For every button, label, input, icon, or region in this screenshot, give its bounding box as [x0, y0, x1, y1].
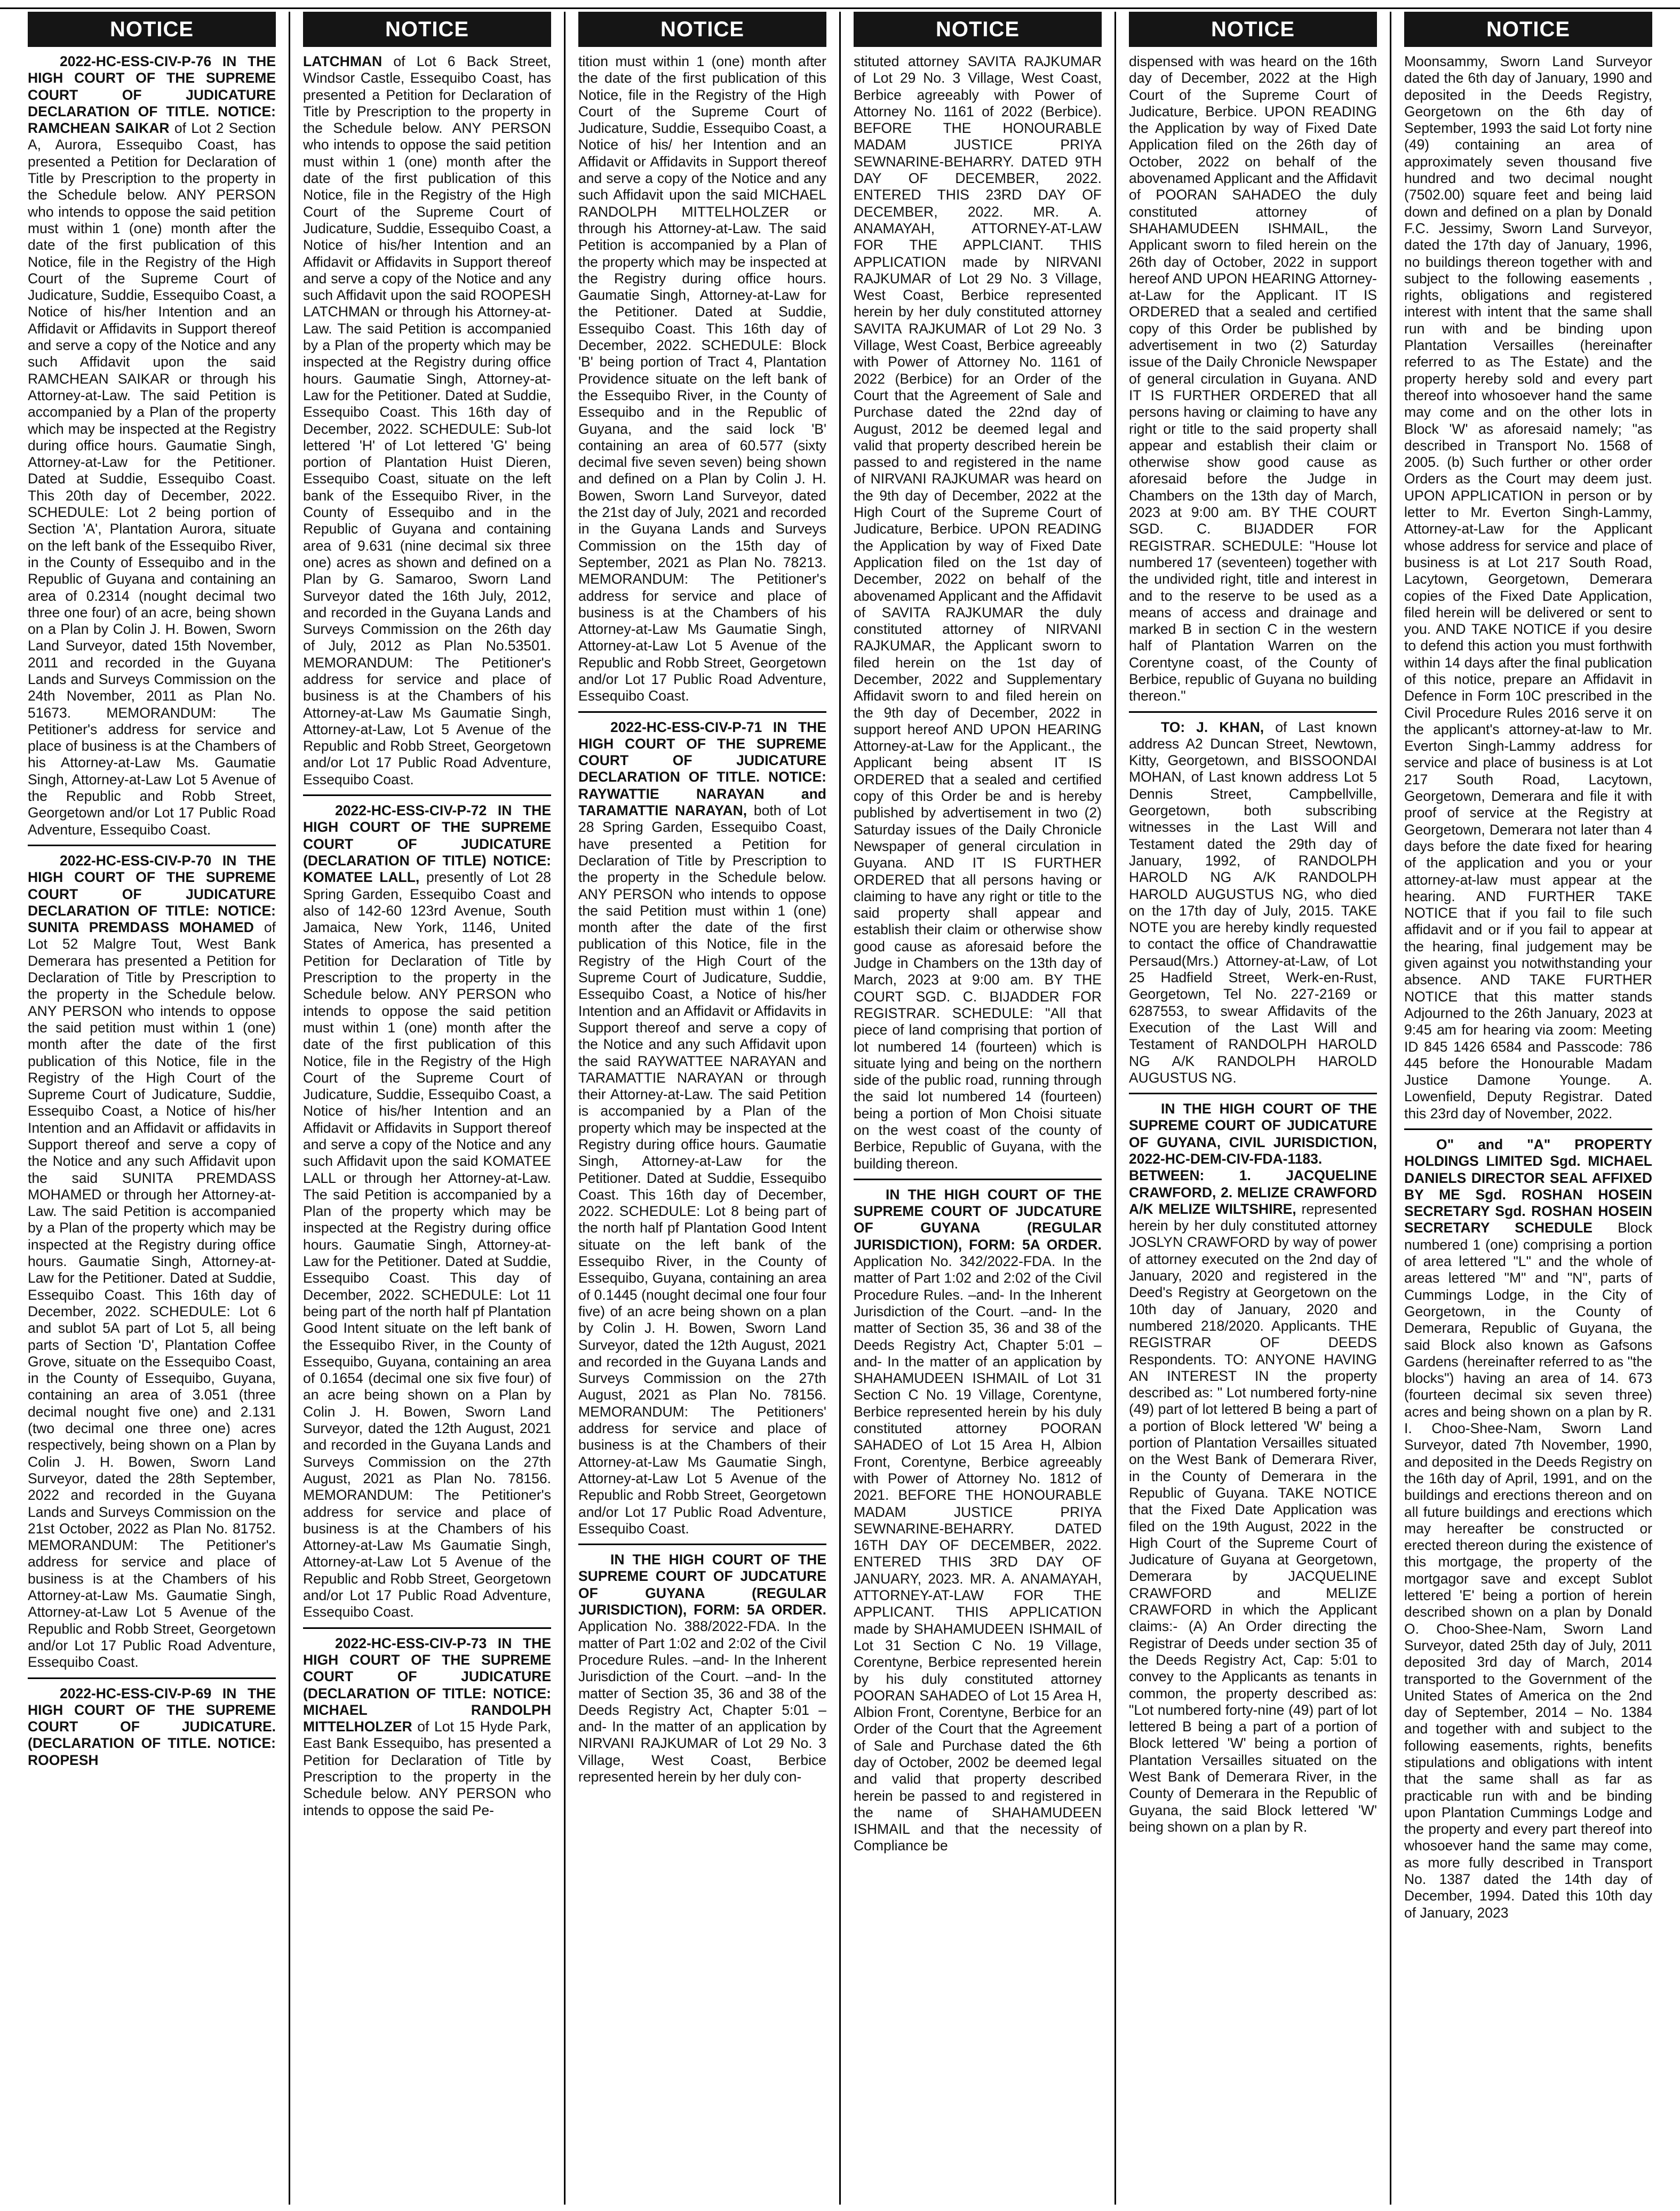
notice-body: presently of Lot 28 Spring Garden, Essequibo Coast and also of 142-60 123rd Avenue, South Jamaica, New York, 1146, United States of America, has presented a Petition for Declaration of Title by Prescription to the property in the Schedule below. ANY PERSON who intends to oppose the said petition must within 1 (one) month after the date of the first publication of this Notice, file in the Registry of the High Court of the Supreme Court of Judicature, Suddie, Essequibo Coast, a Notice of his/her Intention and an Affidavit or Affidavits in Support thereof and serve a copy of the Notice and any such Affidavit upon the said KOMATEE LALL or through her Attorney-at-Law. The said Petition is accompanied by a Plan of the property which may be inspected at the Registry during office hours. Gaumatie Singh, Attorney-at-Law for the Petitioner. Dated at Suddie, Essequibo Coast. This day of December, 2022. SCHEDULE: Lot 11 being part of the north half pf Plantation Good Intent situate on the left bank of the Essequibo River, in the County of Essequibo, Guyana, containing an area of 0.1654 (decimal one six five four) of an acre being shown on a Plan by Colin J. H. Bowen, Sworn Land Surveyor, dated the 12th August, 2021 and recorded in the Guyana Lands and Surveys Commission on the 27th August, 2021 as Plan No. 78156. MEMORANDUM: The Petitioner's address for service and place of business is at the Chambers of his Attorney-at-Law Ms Gaumatie Singh, Attorney-at-Law Lot 5 Avenue of the Republic and Robb Street, Georgetown and/or Lot 17 Public Road Adventure, Essequibo Coast.: [303, 869, 552, 1620]
notice-body: both of Lot 28 Spring Garden, Essequibo Coast, have presented a Petition for Declaration of Title by Prescription to the property in the Schedule below. ANY PERSON who intends to oppose the said Petition must within 1 (one) month after the date of the first publication of this Notice, file in the Registry of the High Court of the Supreme Court of Judicature, Suddie, Essequibo Coast, a Notice of his/her Intention and an Affidavit or Affidavits in Support thereof and serve a copy of the Notice and any such Affidavit upon the said RAYWATTEE NARAYAN and TARAMATTIE NARAYAN or through their Attorney-at-Law. The said Petition is accompanied by a Plan of the property which may be inspected at the Registry during office hours. Gaumatie Singh, Attorney-at-Law for the Petitioner. Dated at Suddie, Essequibo Coast. This 16th day of December, 2022. SCHEDULE: Lot 8 being part of the north half pf Plantation Good Intent situate on the left bank of the Essequibo River, in the County of Essequibo, Guyana, containing an area of 0.1445 (nought decimal one four four five) of an acre being shown on a plan by Colin J. H. Bowen, Sworn Land Surveyor, dated the 12th August, 2021 and recorded in the Guyana Lands and Surveys Commission on the 27th August, 2021 as Plan No. 78156. MEMORANDUM: The Petitioners' address for service and place of business is at the Chambers of their Attorney-at-Law Ms Gaumatie Singh, Attorney-at-Law Lot 5 Avenue of the Republic and Robb Street, Georgetown and/or Lot 17 Public Road Adventure, Essequibo Coast.: [578, 802, 826, 1537]
notice-item: [854, 53, 1102, 1172]
notice-item: [303, 1635, 551, 1819]
notice-item: [578, 1552, 826, 1785]
column-header: NOTICE: [1404, 12, 1652, 47]
notice-body: of Lot 2 Section A, Aurora, Essequibo Coast, has presented a Petition for Declaration of Title by Prescription to the property in the Schedule below. ANY PERSON who intends to oppose the said petition must within 1 (one) month after the date of the first publication of this Notice, file in the Registry of the High Court of the Supreme Court of Judicature, Suddie, Essequibo Coast, a Notice of his/her Intention and an Affidavit or Affidavits in Support thereof and serve a copy of the Notice and any such Affidavit upon the said RAMCHEAN SAIKAR or through his Attorney-at-Law. The said Petition is accompanied by a Plan of the property which may be inspected at the Registry during office hours. Gaumatie Singh, Attorney-at-Law for the Petitioner. Dated at Suddie, Essequibo Coast. This 20th day of December, 2022. SCHEDULE: Lot 2 being portion of Section 'A', Plantation Aurora, situate on the left bank of the Essequibo River, in the County of Essequibo and in the Republic of Guyana and containing an area of 0.2314 (nought decimal two three one four) of an acre, being shown on a Plan by Colin J. H. Bowen, Sworn Land Surveyor, dated 15th November, 2011 and recorded in the Guyana Lands and Surveys Commission on the 24th November, 2011 as Plan No. 51673. MEMORANDUM: The Petitioner's address for service and place of business is at the Chambers of his Attorney-at-Law Ms. Gaumatie Singh, Attorney-at-Law Lot 5 Avenue of the Republic and Robb Street, Georgetown and/or Lot 17 Public Road Adventure, Essequibo Coast.: [28, 120, 276, 838]
notice-heading: 2022-HC-ESS-CIV-P-73 IN THE HIGH COURT OF THE SUPREME COURT OF JUDICATURE (DECLARATION OF TITLE: NOTICE: MICHAEL RANDOLPH MITTELHOLZER: [303, 1635, 551, 1735]
notice-item: [28, 1685, 276, 1769]
column-header: NOTICE: [1129, 12, 1377, 47]
notice-divider: [303, 1627, 551, 1629]
column-header: NOTICE: [28, 12, 276, 47]
notice-item: [578, 719, 826, 1538]
page-top-rule: [0, 0, 1680, 9]
notice-divider: [28, 845, 276, 846]
notice-divider: [1404, 1128, 1652, 1130]
notice-divider: [854, 1179, 1102, 1180]
notice-heading: LATCHMAN: [303, 53, 383, 69]
notice-heading: IN THE HIGH COURT OF THE SUPREME COURT OF JUDCATURE OF GUYANA (REGULAR JURISDICTION), FORM: 5A ORDER.: [578, 1552, 826, 1618]
notice-item: [1404, 1136, 1652, 1921]
notice-body: Application No. 342/2022-FDA. In the matter of Part 1:02 and 2:02 of the Civil Procedure Rules. –and- In the Inherent Jurisdiction of the Court. –and- In the matter of Section 35, 36 and 38 of the Deeds Registry Act, Chapter 5:01 –and- In the matter of an application by SHAHAMUDEEN ISHMAIL of Lot 31 Section C No. 19 Village, Corentyne, Berbice represented herein by his duly constituted attorney POORAN SAHADEO of Lot 15 Area H, Albion Front, Corentyne, Berbice agreeably with Power of Attorney No. 1812 of 2021. BEFORE THE HONOURABLE MADAM JUSTICE PRIYA SEWNARINE-BEHARRY. DATED 16TH DAY OF DECEMBER, 2022. ENTERED THIS 3RD DAY OF JANUARY, 2023. MR. A. ANAMAYAH, ATTORNEY-AT-LAW FOR THE APPLICANT. THIS APPLICATION made by SHAHAMUDEEN ISHMAIL of Lot 31 Section C No. 19 Village, Corentyne, Berbice represented herein by his duly constituted attorney POORAN SAHADEO of Lot 15 Area H, Albion Front, Corentyne, Berbice for an Order of the Court that the Agreement of Sale and Purchase dated the 6th day of October, 2002 be deemed legal and valid that property described herein be passed to and registered in the name of SHAHAMUDEEN ISHMAIL and that the necessity of Compliance be: [854, 1253, 1102, 1854]
notice-divider: [28, 1677, 276, 1679]
notice-heading: IN THE HIGH COURT OF THE SUPREME COURT OF JUDICATURE OF GUYANA, CIVIL JURISDICTION, 2022-HC-DEM-CIV-FDA-1183. BETWEEN: 1. JACQUELINE CRAWFORD, 2. MELIZE CRAWFORD A/K MELIZE WILTSHIRE,: [1129, 1101, 1377, 1217]
notice-body: Block numbered 1 (one) comprising a portion of area lettered "L" and the whole of areas lettered "M" and "N", parts of Cummings Lodge, in the City of Georgetown, in the County of Demerara, Republic of Guyana, the said Block also known as Gafsons Gardens (hereinafter referred to as "the blocks") having an area of 14. 673 (fourteen decimal six seven three) acres and being shown on a plan by R. I. Choo-Shee-Nam, Sworn Land Surveyor, dated 7th November, 1990, and deposited in the Deeds Registry on the 16th day of April, 1991, and on the buildings and erections thereon and on all future buildings and erections which may hereafter be constructed or erected thereon during the existence of this mortgage, the property of the mortgagor save and except Sublot lettered 'E' being a portion of herein described shown on a plan by Donald O. Choo-Shee-Nam, Sworn Land Surveyor, dated 25th day of July, 2011 deposited 3rd day of March, 2014 transported to the Government of the United States of America on the 2nd day of September, 2014 – No. 1384 and together with and subject to the following easements, rights, benefits stipulations and obligations with intent that the same shall as far as practicable run with and be binding upon Plantation Cummings Lodge and the property and every part thereof into whosoever hand the same may come, as more fully described in Transport No. 1387 dated the 14th day of December, 1994. Dated this 10th day of January, 2023: [1404, 1220, 1652, 1921]
notice-body: represented herein by her duly constituted attorney JOSLYN CRAWFORD by way of power of attorney executed on the 2nd day of January, 2020 and registered in the Deed's Registry at Georgetown on the 10th day of January, 2020 and numbered 218/2020. Applicants. THE REGISTRAR OF DEEDS Respondents. TO: ANYONE HAVING AN INTEREST IN the property described as: " Lot numbered forty-nine (49) part of lot lettered B being a part of a portion of Block lettered 'W' being a portion of Plantation Versailles situated on the West Bank of Demerara River, in the County of Demerara in the Republic of Guyana. TAKE NOTICE that the Fixed Date Application was filed on the 19th August, 2022 in the High Court of the Supreme Court of Judicature of Guyana at Georgetown, Demerara by JACQUELINE CRAWFORD and MELIZE CRAWFORD in which the Applicant claims:- (A) An Order directing the Registrar of Deeds under section 35 of the Deeds Registry Act, Cap: 5:01 to convey to the Applicants as tenants in common, the property described as: "Lot numbered forty-nine (49) part of lot lettered B being a part of a portion of Block lettered 'W' being a portion of Plantation Versailles situated on the West Bank of Demerara River, in the County of Demerara in the Republic of Guyana, the said Block lettered 'W' being shown on a plan by R.: [1129, 1200, 1377, 1835]
notice-item: [303, 53, 551, 788]
notice-heading: 2022-HC-ESS-CIV-P-69 IN THE HIGH COURT OF THE SUPREME COURT OF JUDICATURE.(DECLARATION OF TITLE. NOTICE: ROOPESH: [28, 1685, 276, 1768]
notice-heading: TO: J. KHAN,: [1161, 719, 1264, 735]
notice-divider: [578, 1544, 826, 1545]
notice-item: [1129, 1101, 1377, 1835]
notice-body: dispensed with was heard on the 16th day of December, 2022 at the High Court of the Supreme Court of Judicature, Berbice. UPON READING the Application by way of Fixed Date Application filed on the 26th day of October, 2022 on behalf of the abovenamed Applicant and the Affidavit of POORAN SAHADEO the duly constituted attorney of SHAHAMUDEEN ISHMAIL, the Applicant sworn to filed herein on the 26th day of October, 2022 in support hereof AND UPON HEARING Attorney-at-Law for the Applicant. IT IS ORDERED that a sealed and certified copy of this Order be published by advertisement in two (2) Saturday issue of the Daily Chronicle Newspaper of general circulation in Guyana. AND IT IS FURTHER ORDERED that all persons having or claiming to have any right or title to the said property shall appear and establish their claim or otherwise show good cause as aforesaid before the Judge in Chambers on the 13th day of March, 2023 at 9:00 am. BY THE COURT SGD. C. BIJADDER FOR REGISTRAR. SCHEDULE: "House lot numbered 17 (seventeen) together with the undivided right, title and interest in and to the reserve to be used as a means of access and drainage and marked B in section C in the western half of Plantation Warren on the Corentyne coast, of the County of Berbice, republic of Guyana no building thereon.": [1129, 53, 1377, 704]
notice-item: [1129, 53, 1377, 705]
notice-item: [1129, 719, 1377, 1087]
notice-body: Application No. 388/2022-FDA. In the matter of Part 1:02 and 2:02 of the Civil Procedure Rules. –and- In the Inherent Jurisdiction of the Court. –and- In the matter of Section 35, 36 and 38 of the Deeds Registry Act, Chapter 5:01 –and- In the matter of an application by NIRVANI RAJKUMAR of Lot 29 No. 3 Village, West Coast, Berbice represented herein by her duly con-: [578, 1618, 826, 1785]
notice-item: [28, 853, 276, 1671]
notice-body: Moonsammy, Sworn Land Surveyor dated the 6th day of January, 1990 and deposited in the Deeds Registry, Georgetown on the 6th day of September, 1993 the said Lot forty nine (49) containing an area of approximately seven thousand five hundred and two decimal nought (7502.00) square feet and being laid down and defined on a plan by Donald F.C. Jessimy, Sworn Land Surveyor, dated the 17th day of January, 1996, no buildings thereon together with and subject to the following easements , rights, obligations and registered interest with intent that the same shall run with and be binding upon Plantation Versailles (hereinafter referred to as The Estate) and the property hereby sold and every part thereof into whosoever hand the same may come and on the other lots in Block 'W' as aforesaid namely; "as described in Transport No. 1568 of 2005. (b) Such further or other order Orders as the Court may deem just. UPON APPLICATION in person or by letter to Mr. Everton Singh-Lammy, Attorney-at-Law for the Applicant whose address for service and place of business is at Lot 217 South Road, Lacytown, Georgetown, Demerara copies of the Fixed Date Application, filed herein will be delivered or sent to you. AND TAKE NOTICE if you desire to defend this action you must forthwith within 14 days after the final publication of this notice, prepare an Affidavit in Defence in Form 10C prescribed in the Civil Procedure Rules 2016 serve it on the applicant's attorney-at-law to Mr. Everton Singh-Lammy address for service and place of business is at Lot 217 South Road, Lacytown, Georgetown, Demerara and file it with proof of service at the Registry at Georgetown, Demerara not later than 4 days before the date fixed for hearing of the application and you or your attorney-at-law must appear at the hearing. AND FURTHER TAKE NOTICE that if you fail to file such affidavit and or if you fail to appear at the hearing, final judgement may be given against you notwithstanding your absence. AND TAKE FURTHER NOTICE that this matter stands Adjourned to the 26th January, 2023 at 9:45 am for hearing via zoom: Meeting ID 845 1426 6584 and Passcode: 786 445 before the Honourable Madam Justice Damone Younge. A. Lowenfield, Deputy Registrar. Dated this 23rd day of November, 2022.: [1404, 53, 1652, 1122]
notice-column-2: [290, 12, 566, 2205]
notice-heading: IN THE HIGH COURT OF THE SUPREME COURT OF JUDCATURE OF GUYANA (REGULAR JURISDICTION), FORM: 5A ORDER.: [854, 1186, 1102, 1253]
notice-item: [1404, 53, 1652, 1122]
notice-column-1: [15, 12, 290, 2205]
notice-column-6: [1391, 12, 1665, 2205]
notice-heading: 2022-HC-ESS-CIV-P-76 IN THE HIGH COURT OF THE SUPREME COURT OF JUDICATURE DECLARATION OF TITLE. NOTICE: RAMCHEAN SAIKAR: [28, 53, 276, 137]
notice-body: of Lot 52 Malgre Tout, West Bank Demerara has presented a Petition for Declaration of Title by Prescription to the property in the Schedule below. ANY PERSON who intends to oppose the said petition must within 1 (one) month after the date of the first publication of this Notice, file in the Registry of the High Court of the Supreme Court of Judicature, Suddie, Essequibo Coast, a Notice of his/her Intention and an Affidavit or affidavits in Support thereof and serve a copy of the Notice and any such Affidavit upon the said SUNITA PREMDASS MOHAMED or through her Attorney-at-Law. The said Petition is accompanied by a Plan of the property which may be inspected at the Registry during office hours. Gaumatie Singh, Attorney-at-Law for the Petitioner. Dated at Suddie, Essequibo Coast. This 16th day of December, 2022. SCHEDULE: Lot 6 and sublot 5A part of Lot 5, all being parts of Section 'D', Plantation Coffee Grove, situate on the Essequibo Coast, in the County of Essequibo, Guyana, containing an area of 3.051 (three decimal nought five one) and 2.131 (two decimal one three one) acres respectively, being shown on a Plan by Colin J. H. Bowen, Sworn Land Surveyor, dated the 28th September, 2022 and recorded in the Guyana Lands and Surveys Commission on the 21st October, 2022 as Plan No. 81752. MEMORANDUM: The Petitioner's address for service and place of business is at the Chambers of his Attorney-at-Law Ms. Gaumatie Singh, Attorney-at-Law Lot 5 Avenue of the Republic and Robb Street, Georgetown and/or Lot 17 Public Road Adventure, Essequibo Coast.: [28, 919, 276, 1671]
notice-item: [854, 1187, 1102, 1855]
notice-divider: [578, 711, 826, 713]
notice-heading: O" and "A" PROPERTY HOLDINGS LIMITED Sgd. MICHAEL DANIELS DIRECTOR SEAL AFFIXED BY ME Sgd. ROSHAN HOSEIN SECRETARY Sgd. ROSHAN HOSEIN SECRETARY SCHEDULE: [1404, 1136, 1652, 1236]
notice-item: [303, 802, 551, 1621]
column-header: NOTICE: [578, 12, 826, 47]
notice-item: [28, 53, 276, 838]
notice-heading: 2022-HC-ESS-CIV-P-72 IN THE HIGH COURT OF THE SUPREME COURT OF JUDICATURE (DECLARATION OF TITLE) NOTICE: KOMATEE LALL,: [303, 802, 551, 886]
notice-divider: [1129, 1093, 1377, 1094]
notice-heading: 2022-HC-ESS-CIV-P-70 IN THE HIGH COURT OF THE SUPREME COURT OF JUDICATURE DECLARATION OF TITLE: NOTICE: SUNITA PREMDASS MOHAMED: [28, 852, 276, 936]
notice-columns: [15, 12, 1665, 2205]
notice-body: of Last known address A2 Duncan Street, Newtown, Kitty, Georgetown, and BISSOONDAI MOHAN, of Last known address Lot 5 Dennis Street, Campbellville, Georgetown, both subscribing witnesses in the Last Will and Testament dated the 29th day of January, 1992, of RANDOLPH HAROLD NG A/K RANDOLPH HAROLD AUGUSTUS NG, who died on the 17th day of July, 2015. TAKE NOTE you are hereby kindly requested to contact the office of Chandrawattie Persaud(Mrs.) Attorney-at-Law, of Lot 25 Hadfield Street, Werk-en-Rust, Georgetown, Tel No. 227-2169 or 6287553, to swear Affidavits of the Execution of the Last Will and Testament of RANDOLPH HAROLD NG A/K RANDOLPH HAROLD AUGUSTUS NG.: [1129, 719, 1377, 1086]
notice-column-4: [841, 12, 1116, 2205]
notice-body: tition must within 1 (one) month after the date of the first publication of this Notice, file in the Registry of the High Court of the Supreme Court of Judicature, Suddie, Essequibo Coast, a Notice of his/ her Intention and an Affidavit or Affidavits in Support thereof and serve a copy of the Notice and any such Affidavit upon the said MICHAEL RANDOLPH MITTELHOLZER or through his Attorney-at-Law. The said Petition is accompanied by a Plan of the property which may be inspected at the Registry during office hours. Gaumatie Singh, Attorney-at-Law for the Petitioner. Dated at Suddie, Essequibo Coast. This 16th day of December, 2022. SCHEDULE: Block 'B' being portion of Tract 4, Plantation Providence situate on the left bank of the Essequibo River, in the County of Essequibo and in the Republic of Guyana, and the said lock 'B' containing an area of 60.577 (sixty decimal five seven seven) being shown and defined on a Plan by Colin J. H. Bowen, Sworn Land Surveyor, dated the 21st day of July, 2021 and recorded in the Guyana Lands and Surveys Commission on the 15th day of September, 2021 as Plan No. 78213. MEMORANDUM: The Petitioner's address for service and place of business is at the Chambers of his Attorney-at-Law Ms Gaumatie Singh, Attorney-at-Law Lot 5 Avenue of the Republic and Robb Street, Georgetown and/or Lot 17 Public Road Adventure, Essequibo Coast.: [578, 53, 826, 704]
notice-body: of Lot 6 Back Street, Windsor Castle, Essequibo Coast, has presented a Petition for Declaration of Title by Prescription to the property in the Schedule below. ANY PERSON who intends to oppose the said petition must within 1 (one) month after the date of the first publication of this Notice, file in the Registry of the High Court of the Supreme Court of Judicature, Suddie, Essequibo Coast, a Notice of his/her Intention and an Affidavit or Affidavits in Support thereof and serve a copy of the Notice and any such Affidavit upon the said ROOPESH LATCHMAN or through his Attorney-at-Law. The said Petition is accompanied by a Plan of the property which may be inspected at the Registry during office hours. Gaumatie Singh, Attorney-at-Law for the Petitioner. Dated at Suddie, Essequibo Coast. This 16th day of December, 2022. SCHEDULE: Sub-lot lettered 'H' of Lot lettered 'G' being portion of Plantation Huist Dieren, Essequibo Coast, situate on the left bank of the Essequibo River, in the County of Essequibo and in the Republic of Guyana and containing area of 9.631 (nine decimal six three one) acres as shown and defined on a Plan by G. Samaroo, Sworn Land Surveyor dated the 16th July, 2012, and recorded in the Guyana Lands and Surveys Commission on the 26th day of July, 2012 as Plan No.53501. MEMORANDUM: The Petitioner's address for service and place of business is at the Chambers of his Attorney-at-Law Ms Gaumatie Singh, Attorney-at-Law, Lot 5 Avenue of the Republic and Robb Street, Georgetown and/or Lot 17 Public Road Adventure, Essequibo Coast.: [303, 53, 551, 788]
notice-body: of Lot 15 Hyde Park, East Bank Essequibo, has presented a Petition for Declaration of Title by Prescription to the property in the Schedule below. ANY PERSON who intends to oppose the said Pe-: [303, 1719, 551, 1818]
notice-column-5: [1116, 12, 1391, 2205]
notice-body: stituted attorney SAVITA RAJKUMAR of Lot 29 No. 3 Village, West Coast, Berbice agreeably with Power of Attorney No. 1161 of 2022 (Berbice). BEFORE THE HONOURABLE MADAM JUSTICE PRIYA SEWNARINE-BEHARRY. DATED 9TH DAY OF DECEMBER, 2022. ENTERED THIS 23RD DAY OF DECEMBER, 2022. MR. A. ANAMAYAH, ATTORNEY-AT-LAW FOR THE APPLCIANT. THIS APPLICATION made by NIRVANI RAJKUMAR of Lot 29 No. 3 Village, West Coast, Berbice represented herein by her duly constituted attorney SAVITA RAJKUMAR of Lot 29 No. 3 Village, West Coast, Berbice agreeably with Power of Attorney No. 1161 of 2022 (Berbice) for an Order of the Court that the Agreement of Sale and Purchase dated the 22nd day of August, 2012 be deemed legal and valid that property described herein be passed to and registered in the name of NIRVANI RAJKUMAR was heard on the 9th day of December, 2022 at the High Court of the Supreme Court of Judicature, Berbice. UPON READING the Application by way of Fixed Date Application filed on the 1st day of December, 2022 on behalf of the abovenamed Applicant and the Affidavit of SAVITA RAJKUMAR the duly constituted attorney of NIRVANI RAJKUMAR, the Applicant sworn to filed herein on the 1st day of December, 2022 and Supplementary Affidavit sworn to and filed herein on the 9th day of December, 2022 in support hereof AND UPON HEARING Attorney-at-Law for the Applicant., the Applicant being absent IT IS ORDERED that a sealed and certified copy of this Order be and is hereby published by advertisement in two (2) Saturday issues of the Daily Chronicle Newspaper of general circulation in Guyana. AND IT IS FURTHER ORDERED that all persons having or claiming to have any right or title to the said property shall appear and establish their claim or otherwise show good cause as aforesaid before the Judge in Chambers on the 13th day of March, 2023 at 9:00 am. BY THE COURT SGD. C. BIJADDER FOR REGISTRAR. SCHEDULE: "All that piece of land comprising that portion of lot numbered 14 (fourteen) which is situate lying and being on the northern side of the public road, running through the said lot numbered 14 (fourteen) being a portion of Mon Choisi situate on the west coast of the county of Berbice, Republic of Guyana, with the building thereon.: [854, 53, 1102, 1172]
notice-column-3: [566, 12, 841, 2205]
notice-divider: [1129, 711, 1377, 713]
notice-divider: [303, 794, 551, 796]
notice-item: [578, 53, 826, 705]
notice-heading: 2022-HC-ESS-CIV-P-71 IN THE HIGH COURT OF THE SUPREME COURT OF JUDICATURE DECLARATION OF TITLE. NOTICE: RAYWATTIE NARAYAN and TARAMATTIE NARAYAN,: [578, 719, 826, 819]
column-header: NOTICE: [854, 12, 1102, 47]
column-header: NOTICE: [303, 12, 551, 47]
